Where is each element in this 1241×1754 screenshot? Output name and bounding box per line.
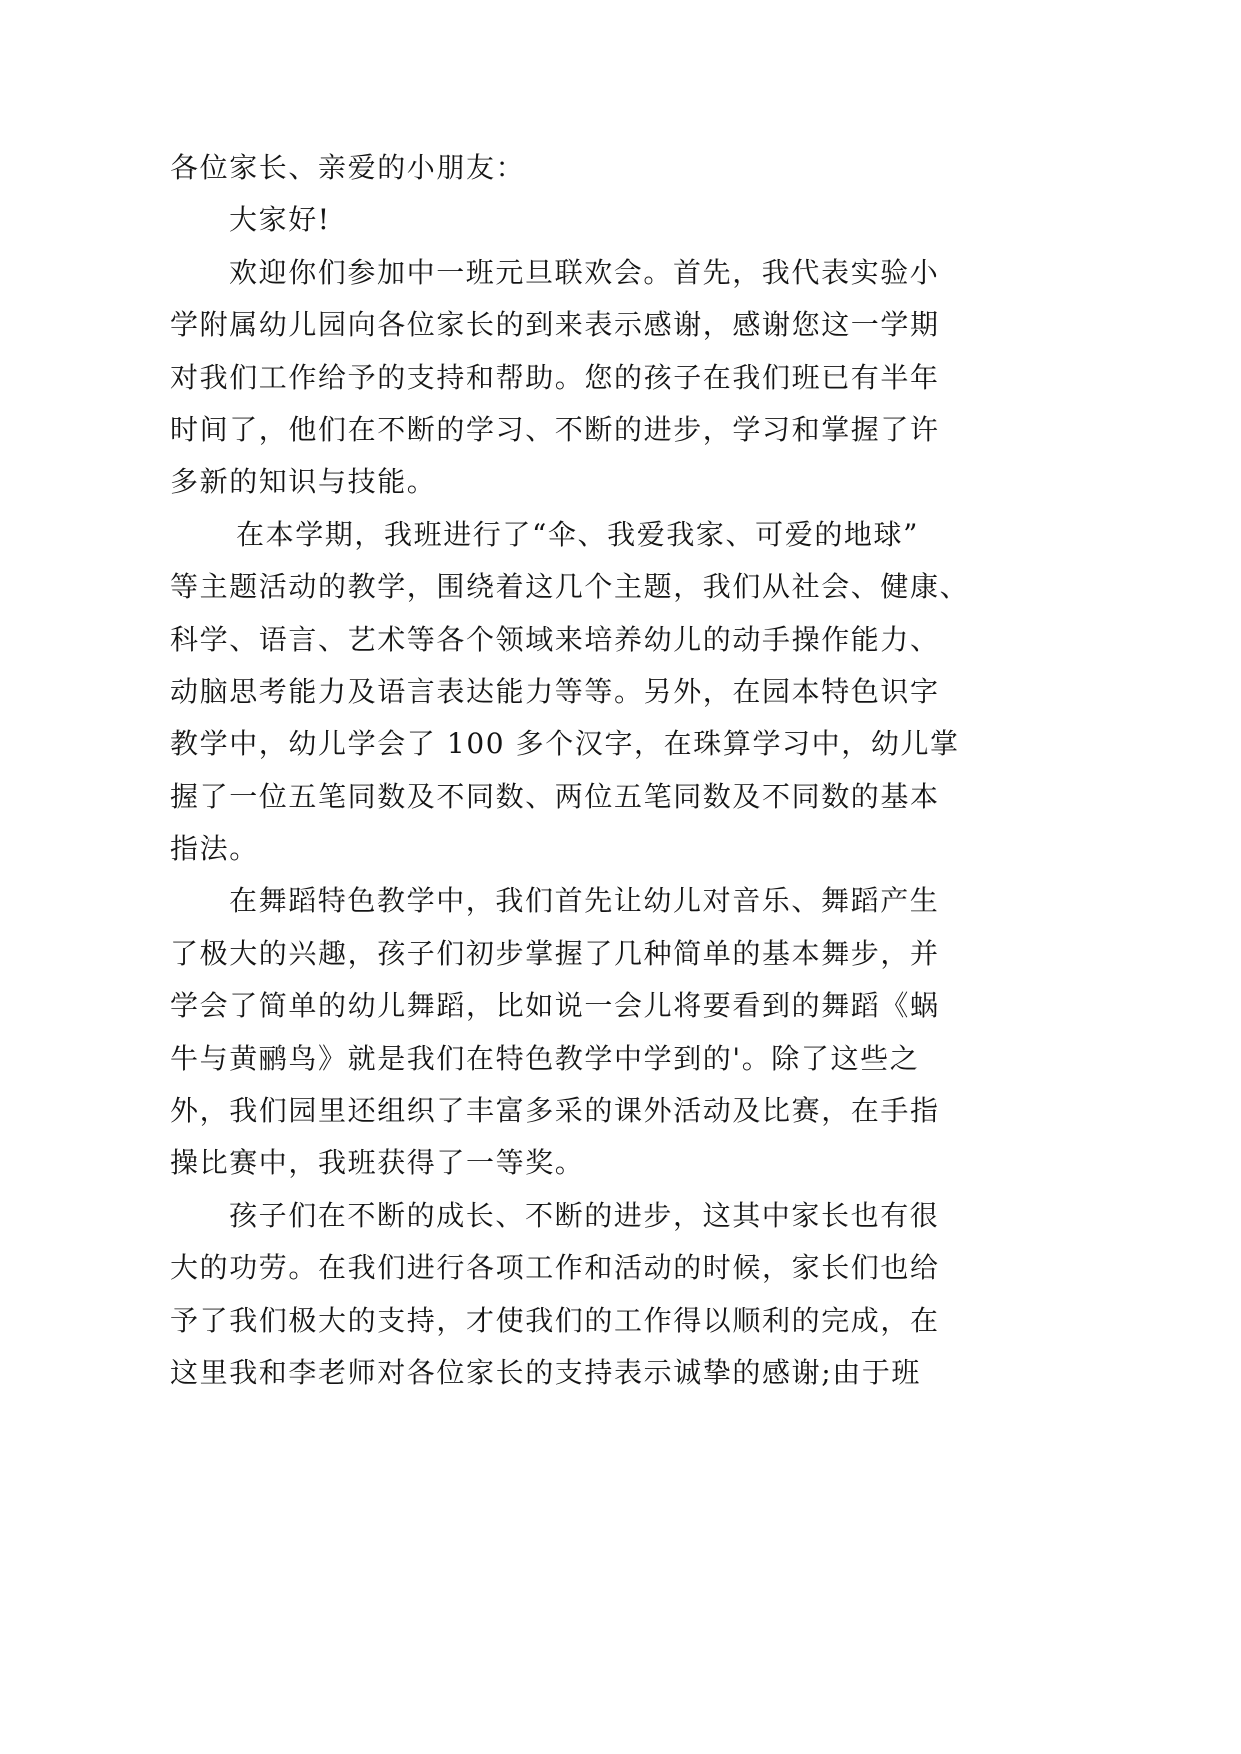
paragraph-line: 大的功劳。在我们进行各项工作和活动的时候，家长们也给: [170, 1251, 940, 1285]
paragraph-line: 握了一位五笔同数及不同数、两位五笔同数及不同数的基本: [170, 779, 940, 813]
paragraph-line: 学会了简单的幼儿舞蹈，比如说一会儿将要看到的舞蹈《蜗: [170, 989, 940, 1023]
paragraph-line: 外，我们园里还组织了丰富多采的课外活动及比赛，在手指: [170, 1094, 940, 1128]
semester-paragraph: [170, 509, 1070, 876]
paragraph-line: 牛与黄鹂鸟》就是我们在特色教学中学到的'。除了这些之: [170, 1041, 920, 1075]
paragraph-line: 了极大的兴趣，孩子们初步掌握了几种简单的基本舞步，并: [170, 936, 940, 970]
salutation-paragraph: [170, 142, 1070, 194]
paragraph-line: 教学中，幼儿学会了 100 多个汉字，在珠算学习中，幼儿掌: [170, 727, 960, 761]
greeting-paragraph: [170, 194, 1070, 246]
paragraph-line: 等主题活动的教学，围绕着这几个主题，我们从社会、健康、: [170, 570, 970, 604]
paragraph-line: 这里我和李老师对各位家长的支持表示诚挚的感谢;由于班: [170, 1355, 922, 1389]
paragraph-line: 欢迎你们参加中一班元旦联欢会。首先，我代表实验小: [229, 255, 940, 289]
salutation-line: 各位家长、亲爱的小朋友：: [170, 151, 526, 184]
dance-paragraph: [170, 875, 1070, 1189]
welcome-paragraph: [170, 247, 1070, 509]
paragraph-line: 在舞蹈特色教学中，我们首先让幼儿对音乐、舞蹈产生: [229, 884, 940, 918]
paragraph-line: 学附属幼儿园向各位家长的到来表示感谢，感谢您这一学期: [170, 308, 940, 342]
paragraph-line: 动脑思考能力及语言表达能力等等。另外，在园本特色识字: [170, 674, 940, 708]
paragraph-line: 操比赛中，我班获得了一等奖。: [170, 1146, 585, 1180]
thanks-paragraph: [170, 1190, 1070, 1400]
paragraph-line: 在本学期，我班进行了“伞、我爱我家、可爱的地球”: [236, 517, 920, 551]
document-body: [170, 142, 1070, 1399]
paragraph-line: 多新的知识与技能。: [170, 465, 437, 499]
paragraph-line: 予了我们极大的支持，才使我们的工作得以顺利的完成，在: [170, 1303, 940, 1337]
paragraph-line: 时间了，他们在不断的学习、不断的进步，学习和掌握了许: [170, 412, 940, 446]
greeting-line: 大家好!: [229, 203, 331, 237]
paragraph-line: 指法。: [170, 832, 259, 866]
paragraph-line: 对我们工作给予的支持和帮助。您的孩子在我们班已有半年: [170, 360, 940, 394]
paragraph-line: 科学、语言、艺术等各个领域来培养幼儿的动手操作能力、: [170, 622, 940, 656]
paragraph-line: 孩子们在不断的成长、不断的进步，这其中家长也有很: [229, 1198, 940, 1232]
